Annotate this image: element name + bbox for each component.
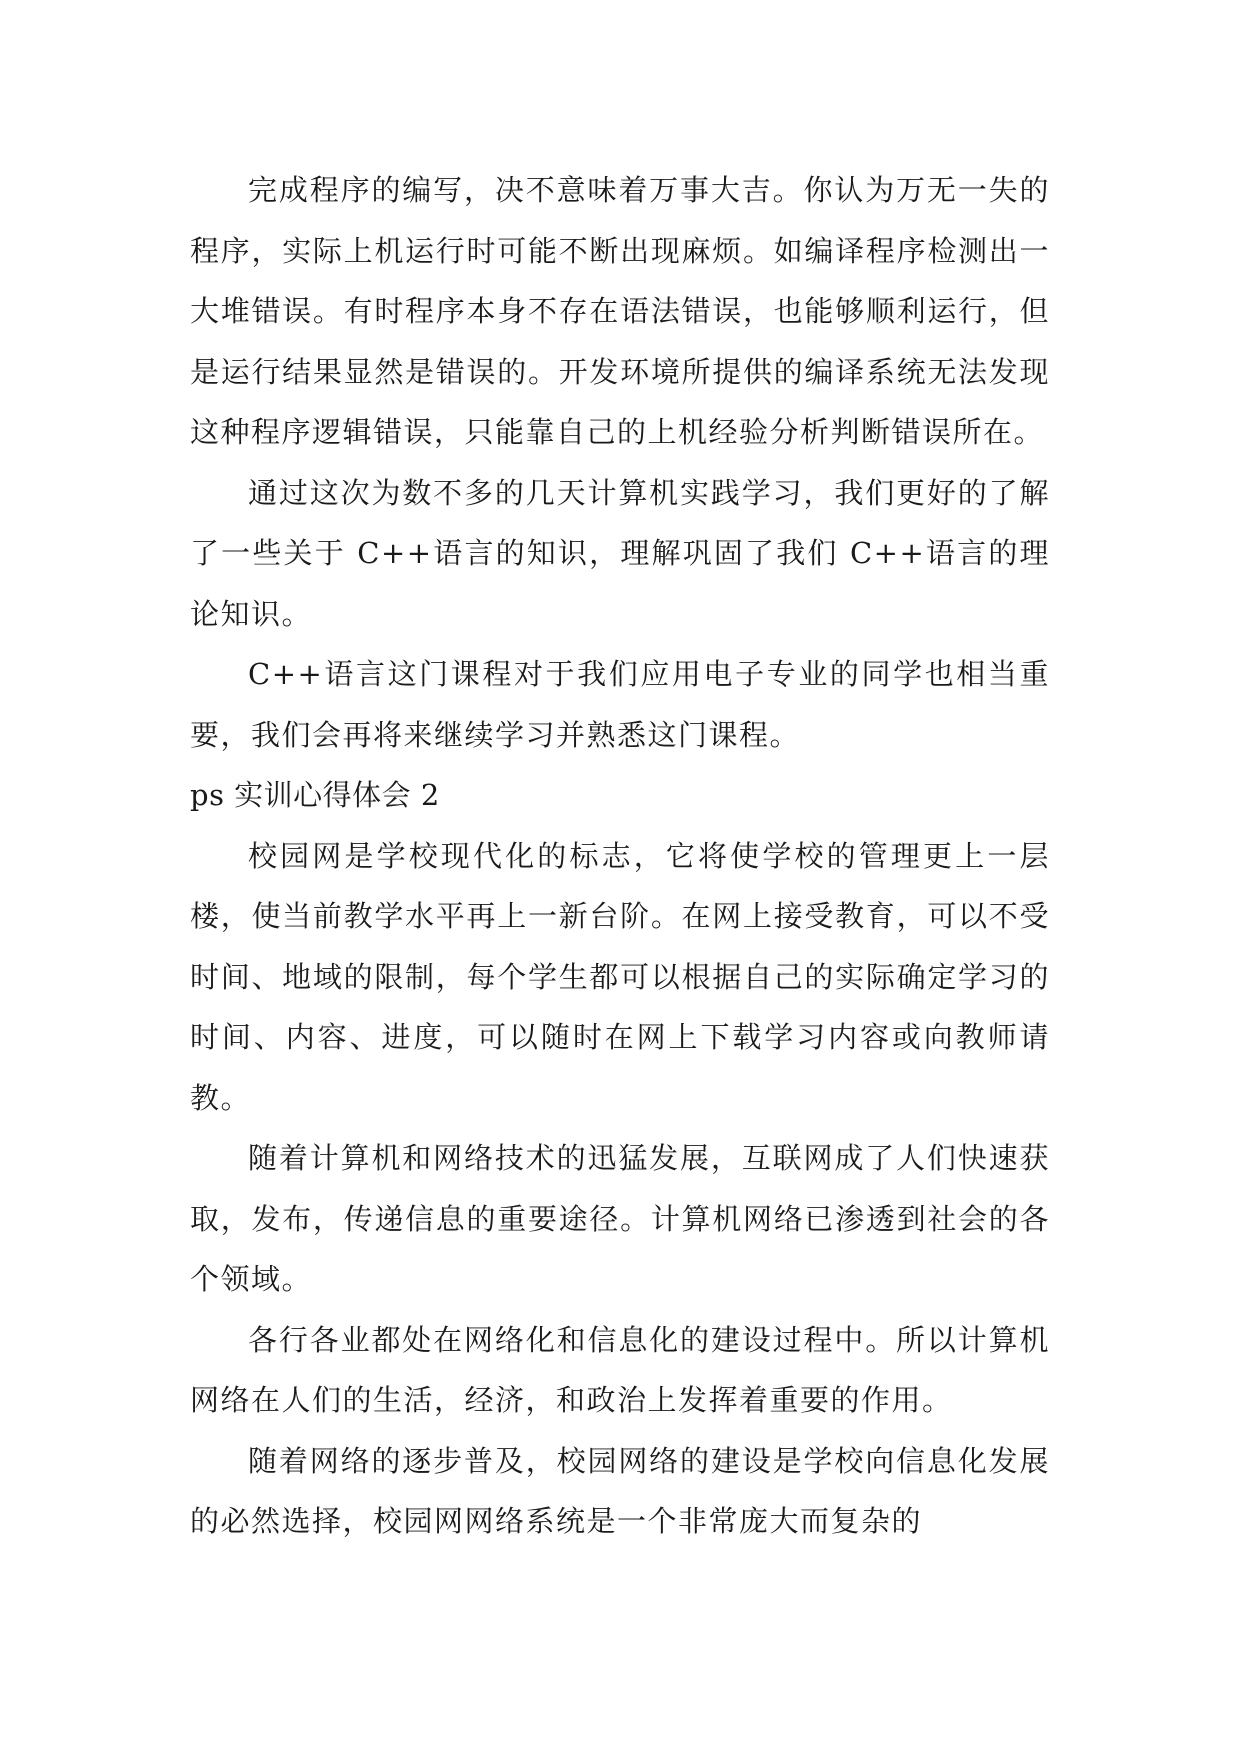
paragraph-informatization: 各行各业都处在网络化和信息化的建设过程中。所以计算机网络在人们的生活，经济，和政治上发挥着重要的作用。 [190, 1322, 1050, 1417]
paragraph-campus-network: 校园网是学校现代化的标志，它将使学校的管理更上一层楼，使当前教学水平再上一新台阶。在网上接受教育，可以不受时间、地域的限制，每个学生都可以根据自己的实际确定学习的时间、内容、进度，可以随时在网上下载学习内容或向教师请教。 [190, 838, 1050, 1115]
document-body [190, 160, 1050, 1552]
paragraph-debugging: 完成程序的编写，决不意味着万事大吉。你认为万无一失的程序，实际上机运行时可能不断出现麻烦。如编译程序检测出一大堆错误。有时程序本身不存在语法错误，也能够顺利运行，但是运行结果显然是错误的。开发环境所提供的编译系统无法发现这种程序逻辑错误，只能靠自己的上机经验分析判断错误所在。 [190, 173, 1050, 449]
section-heading: ps 实训心得体会 2 [190, 778, 440, 812]
paragraph-network-construction: 随着网络的逐步普及，校园网络的建设是学校向信息化发展的必然选择，校园网网络系统是一个非常庞大而复杂的 [190, 1443, 1050, 1538]
paragraph-internet-development: 随着计算机和网络技术的迅猛发展，互联网成了人们快速获取，发布，传递信息的重要途径。计算机网络已渗透到社会的各个领域。 [190, 1141, 1050, 1296]
paragraph-course-importance: C++语言这门课程对于我们应用电子专业的同学也相当重要，我们会再将来继续学习并熟悉这门课程。 [190, 657, 1050, 752]
paragraph-practice-summary: 通过这次为数不多的几天计算机实践学习，我们更好的了解了一些关于 C++语言的知识，理解巩固了我们 C++语言的理论知识。 [190, 475, 1050, 631]
